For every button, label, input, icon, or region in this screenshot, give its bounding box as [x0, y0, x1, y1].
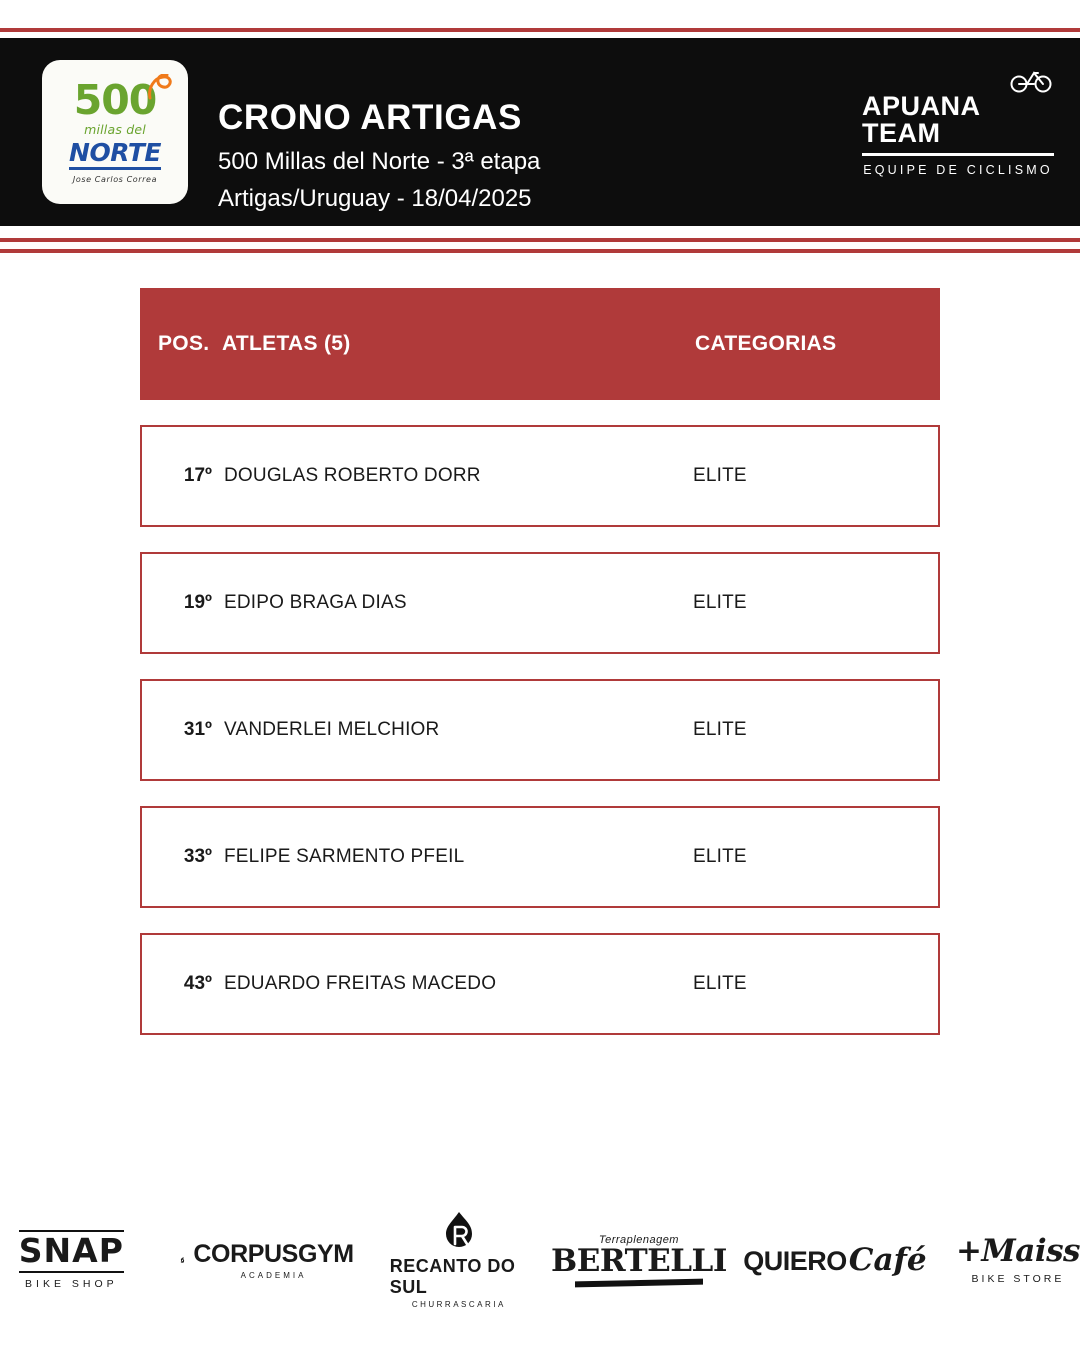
title-block: [218, 98, 540, 215]
table-row: [140, 552, 940, 654]
sponsor-name: CORPUSGYM: [193, 1240, 354, 1268]
sponsor-supertitle: Terraplenagem: [598, 1234, 679, 1246]
row-position: 17º: [183, 465, 212, 486]
event-subtitle: 500 Millas del Norte - 3ª etapa: [218, 148, 541, 176]
event-logo-number: 500: [74, 80, 157, 121]
team-tagline: EQUIPE DE CICLISMO: [863, 163, 1053, 177]
sponsor-logo-recanto-do-sul: [390, 1211, 528, 1309]
header-bottom-accent-stripe-2: [0, 249, 1080, 253]
swirl-icon: [146, 74, 172, 104]
sponsor-tagline: CHURRASCARIA: [411, 1300, 506, 1309]
header-banner: [0, 38, 1080, 226]
row-athlete-name: VANDERLEI MELCHIOR: [224, 719, 440, 740]
row-category: ELITE: [693, 592, 747, 613]
row-position: 43º: [183, 973, 212, 994]
event-logo: [42, 60, 188, 204]
table-row: [140, 933, 940, 1035]
column-header-athletes: ATLETAS (5): [222, 332, 351, 355]
table-row: [140, 679, 940, 781]
header-bottom-accent-stripe-1: [0, 238, 1080, 242]
sponsor-tagline: BIKE SHOP: [25, 1277, 118, 1290]
results-table: [140, 288, 940, 1035]
sponsor-name: +Maiss: [955, 1232, 1080, 1269]
row-category: ELITE: [693, 465, 747, 486]
row-athlete-name: EDIPO BRAGA DIAS: [224, 592, 407, 613]
sponsor-logo-quiero-cafe: [743, 1242, 927, 1278]
sponsor-bar: [0, 1215, 1080, 1309]
sponsor-name-secondary: Café: [848, 1242, 927, 1278]
event-logo-author: Jose Carlos Correa: [72, 175, 158, 184]
row-category: ELITE: [693, 846, 747, 867]
sponsor-logo-bertelli: [551, 1234, 727, 1286]
corpus-mark-icon: [179, 1245, 186, 1275]
column-header-pos: POS.: [158, 332, 210, 355]
sponsor-tagline: BIKE STORE: [971, 1272, 1065, 1285]
row-athlete-name: FELIPE SARMENTO PFEIL: [224, 846, 465, 867]
row-category: ELITE: [693, 973, 747, 994]
row-position: 19º: [183, 592, 212, 613]
sponsor-tagline: ACADEMIA: [240, 1271, 307, 1280]
flame-r-icon: [436, 1211, 482, 1253]
sponsor-name: QUIERO: [743, 1246, 847, 1276]
team-name: APUANA TEAM: [862, 91, 980, 148]
table-row: [140, 806, 940, 908]
row-athlete-name: DOUGLAS ROBERTO DORR: [224, 465, 481, 486]
top-accent-stripe: [0, 28, 1080, 32]
row-position: 33º: [183, 846, 212, 867]
row-category: ELITE: [693, 719, 747, 740]
sponsor-name: BERTELLI: [551, 1243, 727, 1279]
bicycle-icon: [1010, 67, 1052, 93]
event-logo-norte-wrap: [69, 140, 161, 170]
team-logo: [862, 90, 1054, 180]
table-header-row: [140, 288, 940, 400]
page-title: CRONO ARTIGAS: [218, 98, 523, 137]
sponsor-underline: [575, 1279, 703, 1288]
sponsor-name: SNAP: [19, 1230, 124, 1273]
column-header-categories: CATEGORIAS: [695, 332, 837, 355]
event-logo-millas: millas del: [84, 122, 146, 137]
row-position: 31º: [183, 719, 212, 740]
table-row: [140, 425, 940, 527]
event-logo-rule: [69, 167, 161, 170]
sponsor-logo-snap: [0, 1230, 143, 1290]
sponsor-name: RECANTO DO SUL: [389, 1256, 516, 1297]
event-logo-norte: NORTE: [69, 138, 161, 167]
team-logo-top: [862, 93, 1054, 156]
sponsor-logo-corpusgym: [179, 1240, 354, 1280]
sponsor-logo-maiss: [955, 1232, 1080, 1285]
row-athlete-name: EDUARDO FREITAS MACEDO: [224, 973, 497, 994]
event-location-date: Artigas/Uruguay - 18/04/2025: [218, 185, 532, 213]
